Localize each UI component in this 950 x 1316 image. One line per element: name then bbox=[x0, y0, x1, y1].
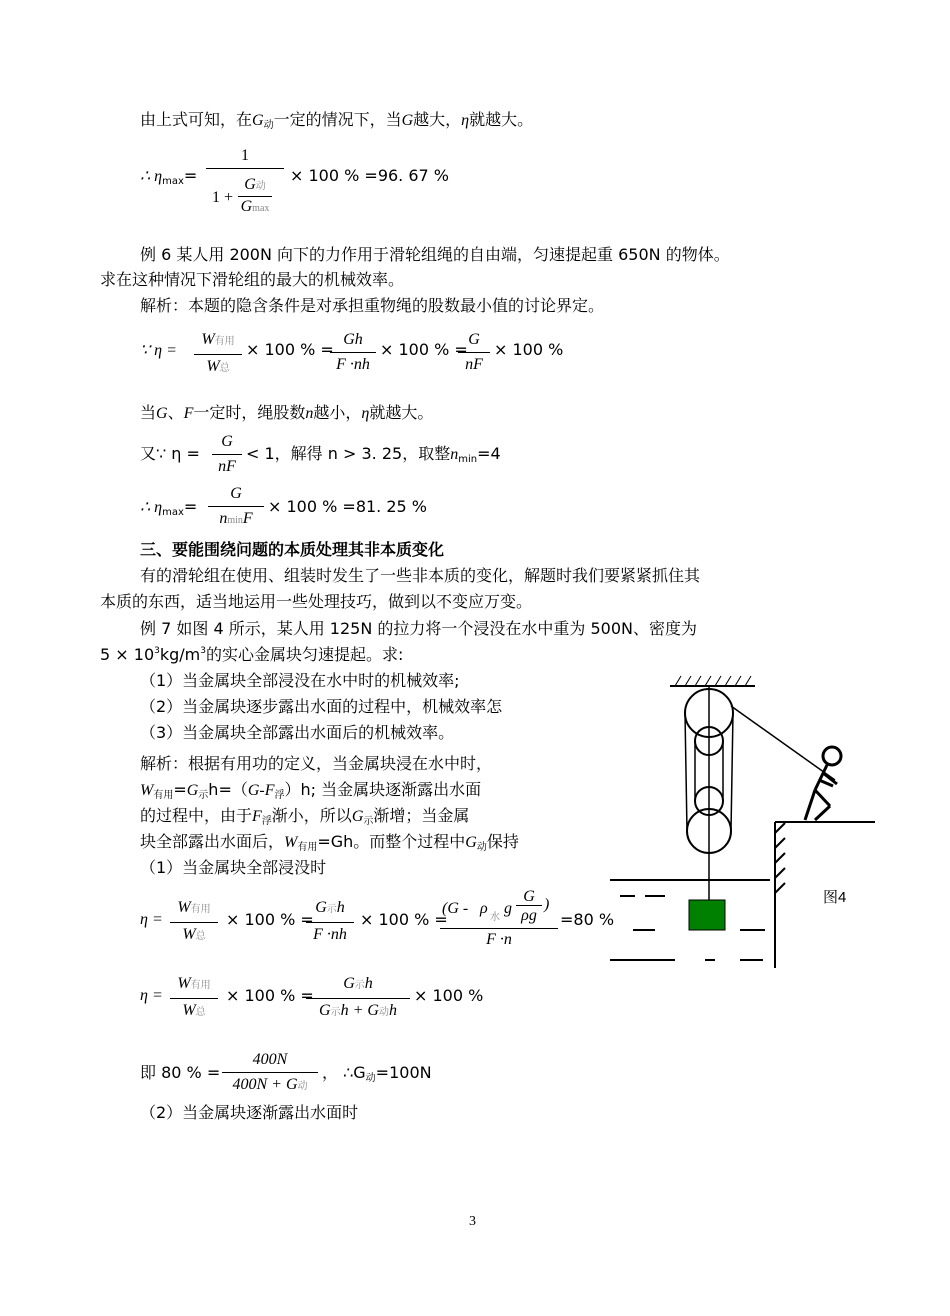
eq-text: ∴ η bbox=[140, 168, 163, 185]
fraction bbox=[222, 1050, 318, 1097]
example-6-line2: 求在这种情况下滑轮组的最大的机械效率。 bbox=[100, 270, 405, 289]
eq-text: η = bbox=[140, 987, 163, 1004]
subscript: 总 bbox=[195, 1007, 206, 1018]
subscript: 示 bbox=[363, 816, 374, 827]
eq-text: ， ∴G bbox=[322, 1063, 366, 1082]
text: ）h; 当金属块逐渐露出水面 bbox=[284, 780, 482, 799]
fraction bbox=[458, 330, 490, 375]
den: F ·nh bbox=[313, 926, 347, 943]
text: 就越大。 bbox=[369, 403, 434, 422]
text: 由上式可知，在 bbox=[140, 110, 253, 129]
text: 、 bbox=[167, 403, 184, 422]
num: G bbox=[315, 899, 327, 916]
eq-text: ∵ η = bbox=[140, 342, 177, 359]
superscript: 3 bbox=[154, 646, 160, 656]
superscript: 3 bbox=[200, 646, 206, 656]
subscript: 示 bbox=[326, 904, 337, 915]
subscript: 有用 bbox=[190, 904, 211, 915]
den: n bbox=[219, 510, 228, 527]
num: G bbox=[458, 330, 490, 353]
text-line bbox=[140, 110, 533, 133]
den: F ·n bbox=[486, 931, 512, 948]
subheading: （1）当金属块全部浸没时 bbox=[140, 858, 327, 877]
num: G bbox=[208, 484, 264, 507]
inner-num: G bbox=[516, 888, 542, 906]
fraction bbox=[194, 330, 242, 379]
fraction bbox=[170, 898, 218, 947]
eq-text: =100N bbox=[375, 1063, 432, 1082]
example-7-line1: 例 7 如图 4 所示，某人用 125N 的拉力将一个浸没在水中重为 500N、密度为 bbox=[140, 619, 697, 638]
num: g bbox=[504, 900, 512, 917]
fraction bbox=[206, 146, 284, 169]
eq-text: × 100 % = bbox=[226, 910, 314, 929]
figure-label: 图4 bbox=[823, 889, 847, 906]
subscript: 动 bbox=[255, 181, 266, 192]
subscript: 动 bbox=[378, 1007, 389, 1018]
eq-text: × 100 % = bbox=[380, 340, 468, 359]
subscript: 示 bbox=[330, 1007, 341, 1018]
eq-text: 即 80 % = bbox=[140, 1063, 221, 1082]
subscript: 示 bbox=[198, 790, 209, 801]
den: W bbox=[182, 1002, 196, 1019]
text: 一定的情况下，当 bbox=[273, 110, 402, 129]
var: n bbox=[305, 405, 314, 422]
question-2: （2）当金属块逐步露出水面的过程中，机械效率怎 bbox=[140, 697, 503, 716]
subscript: max bbox=[252, 203, 270, 214]
eq-text: =4 bbox=[477, 444, 501, 463]
num: (G - bbox=[442, 900, 469, 917]
subscript: 水 bbox=[490, 912, 500, 923]
fraction bbox=[306, 898, 354, 945]
text: 保持 bbox=[486, 832, 519, 851]
subscript: 示 bbox=[354, 980, 365, 991]
pulley-figure bbox=[605, 668, 885, 968]
den: h bbox=[388, 1002, 397, 1019]
text: 就越大。 bbox=[469, 110, 534, 129]
subscript: 有用 bbox=[190, 980, 211, 991]
paragraph-line: 有的滑轮组在使用、组装时发生了一些非本质的变化，解题时我们要紧紧抓住其 bbox=[140, 566, 701, 585]
inner-den: ρg bbox=[521, 907, 537, 924]
text: 渐增；当金属 bbox=[373, 806, 470, 825]
var: G bbox=[401, 112, 414, 129]
var: η bbox=[361, 405, 370, 422]
var: η bbox=[461, 112, 470, 129]
fraction bbox=[440, 888, 558, 951]
fraction bbox=[170, 974, 218, 1023]
eq-text: = bbox=[183, 497, 198, 516]
example-7-line2 bbox=[100, 645, 403, 668]
var: n bbox=[450, 446, 459, 463]
text: 当 bbox=[140, 403, 157, 422]
page-number: 3 bbox=[469, 1214, 476, 1229]
eq-text: × 100 % =81. 25 % bbox=[268, 497, 427, 516]
subscript: min bbox=[227, 515, 243, 526]
eq-text: × 100 % = bbox=[226, 986, 314, 1005]
text: 一定时，绳股数 bbox=[193, 403, 306, 422]
eq-text: η = bbox=[140, 911, 163, 928]
subscript: 有用 bbox=[153, 790, 174, 801]
eq-text: = bbox=[183, 166, 198, 185]
metal-block bbox=[689, 900, 725, 930]
num: ) bbox=[544, 896, 550, 913]
question-3: （3）当金属块全部露出水面后的机械效率。 bbox=[140, 723, 455, 742]
text: = bbox=[173, 780, 187, 799]
subscript: 有用 bbox=[214, 336, 235, 347]
text: kg/m bbox=[159, 645, 201, 664]
num: h bbox=[336, 899, 345, 916]
example-6-line1: 例 6 某人用 200N 向下的力作用于滑轮组绳的自由端，匀速提起重 650N 的物体。 bbox=[140, 245, 730, 264]
var: W bbox=[140, 782, 154, 799]
subscript: 动 bbox=[365, 1073, 376, 1084]
var: G bbox=[156, 405, 168, 422]
subscript: 总 bbox=[195, 931, 206, 942]
var: G bbox=[465, 834, 477, 851]
inner-den: G bbox=[240, 198, 253, 215]
analysis-line: 解析：本题的隐含条件是对承担重物绳的股数最小值的讨论界定。 bbox=[140, 296, 605, 315]
text: =Gh。而整个过程中 bbox=[317, 832, 466, 851]
var: F bbox=[252, 808, 262, 825]
analysis-line bbox=[140, 780, 481, 803]
den: h + G bbox=[340, 1002, 379, 1019]
fraction bbox=[330, 330, 376, 375]
num: W bbox=[177, 975, 191, 992]
inner-num: G bbox=[244, 176, 256, 193]
num: 400N bbox=[222, 1050, 318, 1073]
text: 的过程中，由于 bbox=[140, 806, 253, 825]
var: W bbox=[284, 834, 298, 851]
num: G bbox=[343, 975, 355, 992]
subscript: 动 bbox=[297, 1081, 308, 1092]
num: W bbox=[201, 331, 215, 348]
text: 渐小，所以 bbox=[271, 806, 352, 825]
subheading: （2）当金属块逐渐露出水面时 bbox=[140, 1103, 359, 1122]
question-1: （1）当金属块全部浸没在水中时的机械效率; bbox=[140, 671, 460, 690]
den: 400N + G bbox=[232, 1076, 298, 1093]
eq-text: =80 % bbox=[560, 910, 615, 929]
eq-text: ∴ η bbox=[140, 499, 163, 516]
text-line bbox=[140, 403, 433, 424]
fraction bbox=[306, 974, 410, 1023]
num: W bbox=[177, 899, 191, 916]
eq-text: < 1，解得 n > 3. 25，取整 bbox=[246, 444, 451, 463]
subscript: 总 bbox=[219, 363, 230, 374]
var: F bbox=[183, 405, 194, 422]
var: G bbox=[186, 782, 199, 799]
subscript: 动 bbox=[263, 120, 274, 131]
text: 的实心金属块匀速提起。求: bbox=[206, 645, 404, 664]
den: F ·nh bbox=[336, 356, 370, 373]
analysis-line: 解析：根据有用功的定义，当金属块浸在水中时， bbox=[140, 754, 493, 773]
fraction bbox=[208, 484, 264, 531]
num: ρ bbox=[480, 900, 488, 917]
subscript: 动 bbox=[476, 842, 487, 853]
den: F bbox=[242, 510, 253, 527]
analysis-line bbox=[140, 806, 469, 829]
section-heading: 三、要能围绕问题的本质处理其非本质变化 bbox=[140, 540, 445, 559]
num: Gh bbox=[330, 330, 376, 353]
den: nF bbox=[465, 356, 483, 373]
den: W bbox=[182, 926, 196, 943]
num: G bbox=[212, 432, 242, 455]
ceiling bbox=[670, 676, 755, 686]
numerator: 1 bbox=[206, 146, 284, 169]
subscript: max bbox=[162, 507, 184, 518]
eq-text: 又∵ η = bbox=[140, 444, 200, 463]
numerator bbox=[440, 888, 558, 929]
text: 越小， bbox=[313, 403, 362, 422]
analysis-line bbox=[140, 832, 519, 855]
eq-text: × 100 % bbox=[494, 340, 564, 359]
text: 5 × 10 bbox=[100, 645, 155, 664]
den: W bbox=[206, 358, 220, 375]
eq-text: × 100 % = bbox=[246, 340, 334, 359]
inner-fraction bbox=[238, 176, 272, 219]
num: h bbox=[364, 975, 373, 992]
var: G-F bbox=[247, 782, 275, 799]
subscript: max bbox=[162, 176, 184, 187]
eq-text: × 100 % bbox=[414, 986, 484, 1005]
den: nF bbox=[218, 458, 236, 475]
var: G bbox=[351, 808, 364, 825]
subscript: 有用 bbox=[297, 842, 318, 853]
denominator-part: 1 + bbox=[212, 189, 234, 206]
eq-text: × 100 % = bbox=[360, 910, 448, 929]
eq-text: × 100 % =96. 67 % bbox=[290, 166, 449, 185]
person bbox=[805, 747, 841, 820]
subscript: 浮 bbox=[261, 816, 272, 827]
paragraph-line: 本质的东西，适当地运用一些处理技巧，做到以不变应万变。 bbox=[100, 592, 533, 611]
den: G bbox=[319, 1002, 331, 1019]
fraction bbox=[212, 432, 242, 477]
subscript: 浮 bbox=[274, 790, 285, 801]
text: 块全部露出水面后， bbox=[140, 832, 285, 851]
subscript: min bbox=[458, 454, 478, 465]
var: G bbox=[252, 112, 264, 129]
text: h=（ bbox=[208, 780, 248, 799]
text: 越大， bbox=[413, 110, 462, 129]
